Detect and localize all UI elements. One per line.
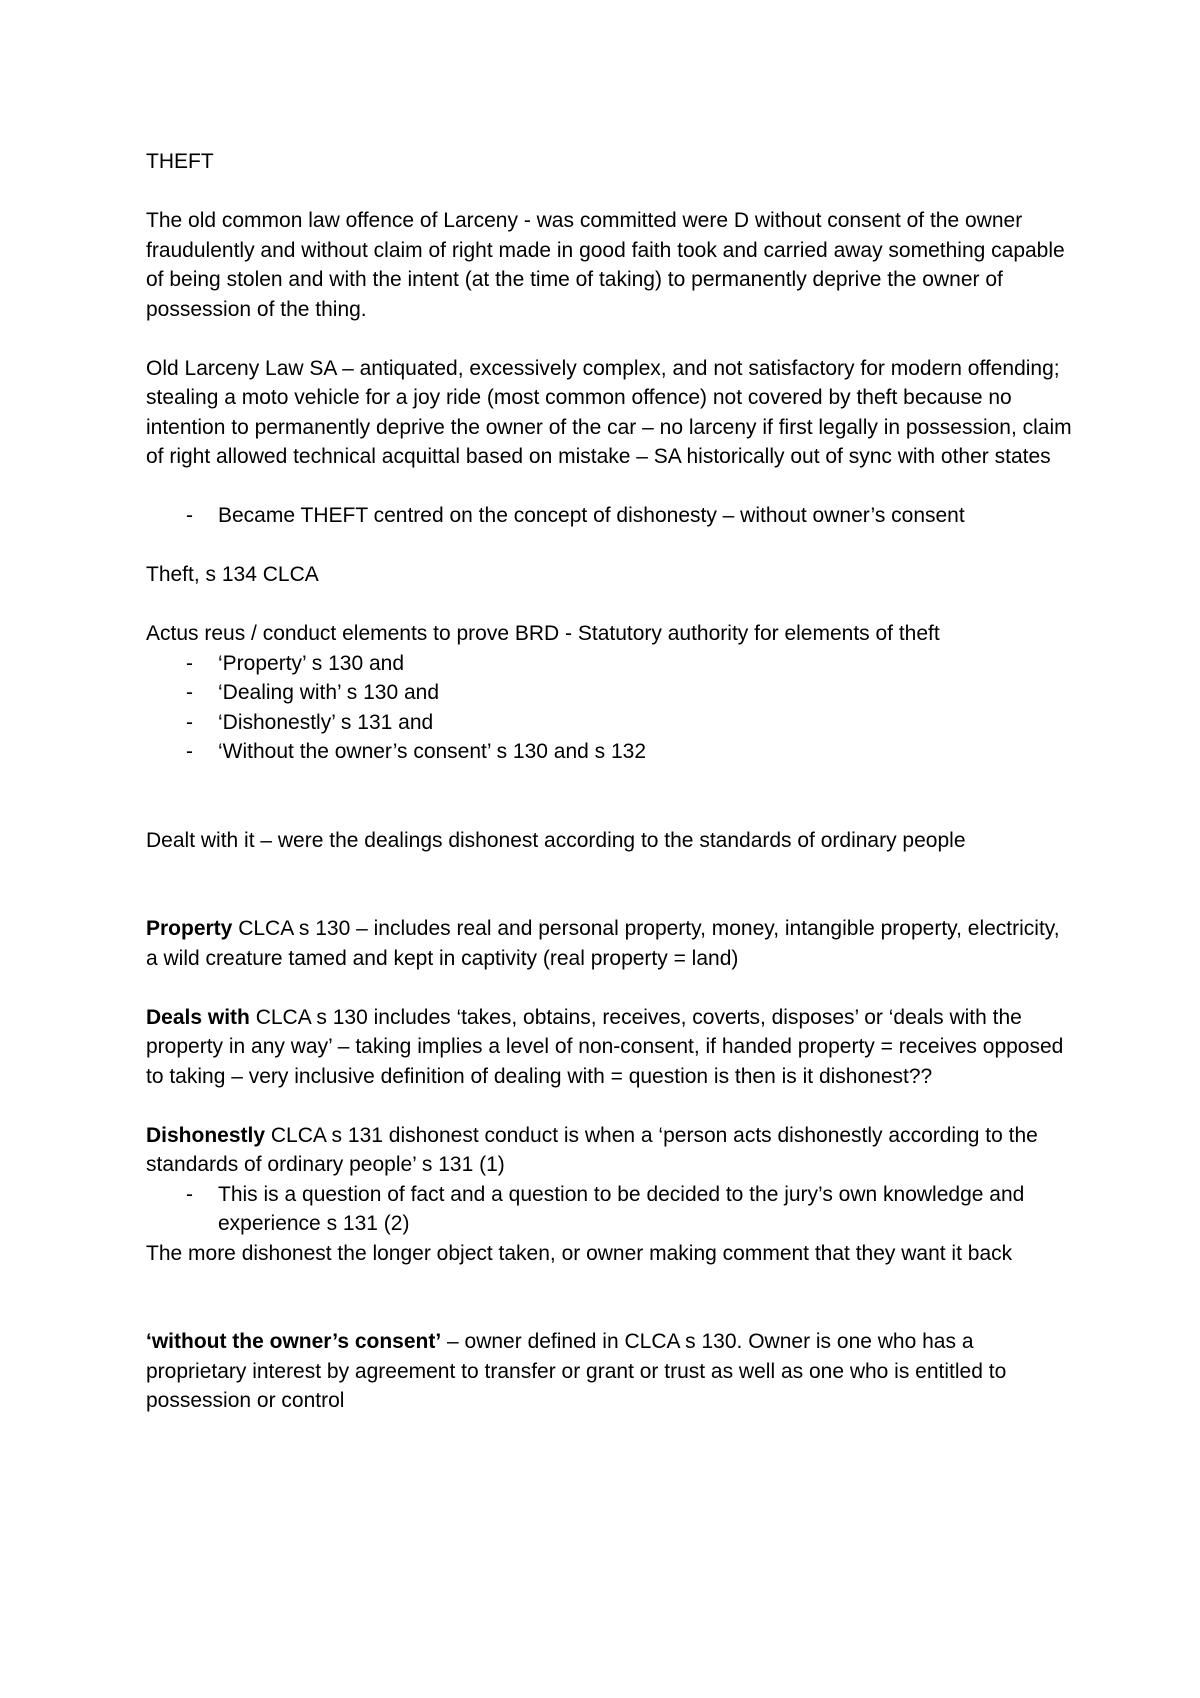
property-text: CLCA s 130 – includes real and personal property, money, intangible property, electricity, a wild creature tamed and kept in captivity (real property = land) [146,917,1060,970]
element-item [146,737,1076,767]
property-paragraph [146,914,1076,973]
property-term: Property [146,917,233,940]
bullet-dash: - [186,504,193,527]
bullet-dash: - [186,740,193,763]
deals-with-term: Deals with [146,1005,250,1029]
dealt-with-it-paragraph: Dealt with it – were the dealings dishonest according to the standards of ordinary people [146,828,966,852]
dishonestly-paragraph [146,1121,1076,1180]
without-consent-paragraph [146,1327,1076,1416]
theft-section-heading: Theft, s 134 CLCA [146,563,319,586]
document-page [146,147,1076,1416]
dishonestly-term: Dishonestly [146,1123,266,1147]
larceny-intro-paragraph: The old common law offence of Larceny - was committed were D without consent of the owner fraudulently and without claim of right made in good faith took and carried away something capable of being stolen and with the intent (at the time of taking) to permanently deprive the owner of possession of the thing. [146,209,1065,321]
actus-reus-heading: Actus reus / conduct elements to prove BRD - Statutory authority for elements of theft [146,622,940,645]
became-theft-text: Became THEFT centred on the concept of dishonesty – without owner’s consent [218,504,965,527]
element-item [146,649,1076,679]
dishonestly-follow-up: The more dishonest the longer object taken, or owner making comment that they want it back [146,1241,1013,1265]
deals-with-paragraph [146,1003,1076,1092]
element-item [146,678,1076,708]
without-consent-term: ‘without the owner’s consent’ [146,1330,442,1353]
element-item [146,708,1076,738]
deals-with-text: CLCA s 130 includes ‘takes, obtains, receives, coverts, disposes’ or ‘deals with the property in any way’ – taking implies a level of non-consent, if handed property = receives opposed to taking – very inclusive definition of dealing with = question is then is it dishonest?? [146,1005,1064,1088]
old-larceny-sa-paragraph: Old Larceny Law SA – antiquated, excessively complex, and not satisfactory for modern offending; stealing a moto vehicle for a joy ride (most common offence) not covered by theft because no intention to permanently deprive the owner of the car – no larceny if first legally in possession, claim of right allowed technical acquittal based on mistake – SA historically out of sync with other states [146,356,1072,468]
without-consent-text: – owner defined in CLCA s 130. Owner is one who has a proprietary interest by agreement to transfer or grant or trust as well as one who is entitled to possession or control [146,1330,1007,1412]
element-text: ‘Dealing with’ s 130 and [218,681,440,704]
page-title: THEFT [146,150,214,173]
bullet-dash: - [186,651,193,675]
bullet-dash: - [186,681,193,704]
dishonestly-bullet [146,1180,1076,1239]
dishonestly-text: CLCA s 131 dishonest conduct is when a ‘person acts dishonestly according to the standards of ordinary people’ s 131 (1) [146,1123,1038,1176]
element-text: ‘Without the owner’s consent’ s 130 and s 132 [218,740,647,763]
dishonestly-bullet-text: This is a question of fact and a question to be decided to the jury’s own knowledge and experience s 131 (2) [218,1182,1025,1235]
element-text: ‘Property’ s 130 and [218,651,404,675]
became-theft-bullet [146,501,1076,531]
bullet-dash: - [186,710,193,734]
bullet-dash: - [186,1182,193,1206]
element-text: ‘Dishonestly’ s 131 and [218,710,434,734]
